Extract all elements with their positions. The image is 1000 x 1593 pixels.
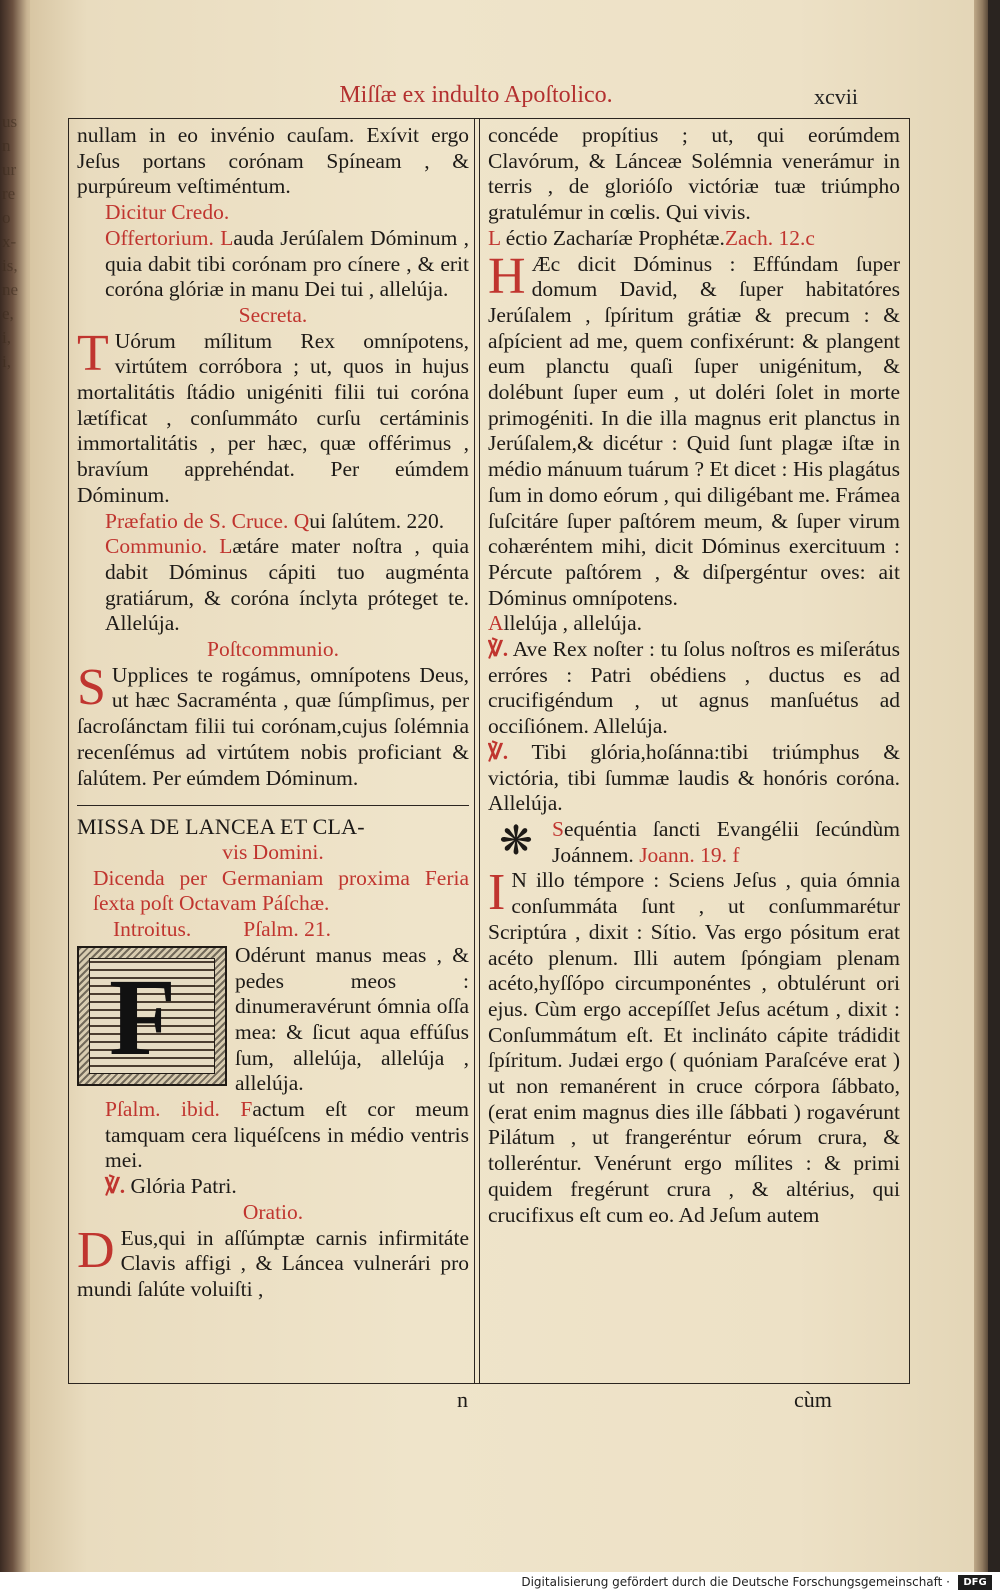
psalm-text: actum eſt cor meum tamquam cera liquéſcens in médio ventris mei.: [105, 1097, 469, 1173]
psalm-initial: F: [240, 1097, 253, 1122]
page-header: [30, 82, 988, 118]
sequentia-initial: S: [552, 816, 564, 841]
book-page: [30, 0, 988, 1572]
lectio: [488, 247, 900, 612]
column-divider: [474, 119, 480, 1383]
offertorium-initial: L: [220, 225, 234, 250]
communio-label: Communio.: [105, 534, 208, 559]
secreta-text: Uórum mílitum Rex omnípotens, virtútem corróbora ; ut, quos in hujus mortalitátis ſtádio unigéniti filii tui coróna lætíficat , conſummáto curſu certáminis immortalitátis , per hæc, quæ offérimus , bravíum apprehéndat. Per eúmdem Dóminum.: [77, 328, 469, 507]
missa-title: MISSA DE LANCEA ET CLA-: [77, 814, 365, 840]
versicle-icon: ℣.: [488, 637, 509, 662]
praefatio-text: ui ſalútem. 220.: [309, 508, 445, 533]
dfg-logo-icon: DFG: [958, 1575, 992, 1590]
running-title: Miſſæ ex indulto Apoſtolico.: [339, 82, 613, 108]
gospel-text: N illo témpore : Sciens Jeſus , quia ómnia conſummáta ſunt , ut conſummarétur Scriptúra , dixit : Sítio. Vas ergo pósitum erat acéto plenum. Illi autem ſpóngiam plenam acéto,hyſſópo circumponéntes , obtulérunt ori ejus. Cùm ergo accepíſſet Jeſus acétum , dixit : Conſummátum eſt. Et inclináto cápite trádidit ſpíritum. Judæi ergo ( quóniam Paraſcéve erat ) ut non remanérent in cruce córpora ſábbato,(erat enim magnus dies ille ſábbati ) rogavérunt Pilátum , ut frangeréntur eórum crura, & tolleréntur. Venérunt ergo mílites : & primi quidem fregérunt crura , & altérius, qui crucifixus eſt cum eo. Ad Jeſum autem: [488, 868, 900, 1227]
heading-postcommunio: Poſtcommunio.: [207, 637, 339, 662]
introitus-text: Odérunt manus meas , & pedes meos : dinumeravérunt ómnia oſſa mea: & ſicut aqua effúſus ſum, allelúja, allelúja , allelúja.: [235, 942, 469, 1096]
psalm-label: Pſalm. ibid.: [105, 1097, 220, 1122]
lectio-body: Æc dicit Dóminus : Effúndam ſuper domum David, & ſuper habitatóres Jerúſalem , ſpíritum grátiæ & precum : & aſpícient ad me, quem confixérunt: & plangent eum planctu quaſi ſuper unigénitum, & dolébunt ſuper eum , ut doléri ſolet in morte primogéniti. In die illa magnus erit planctus in Jerúſalem,& dicétur : Quid ſunt plagæ iſtæ in médio mánuum tuárum ? Et dicet : His plagátus ſum in domo eórum , qui diligébant me. Frámea ſuſcitáre ſuper paſtórem meum, & ſuper virum cohæréntem mihi, dicit Dóminus exercituum : Pércute paſtórem , & diſpergéntur oves: ait Dóminus omnípotens.: [488, 251, 900, 610]
lectio-heading: [488, 226, 900, 252]
communio-text: ætáre mater noſtra , quia dabit Dóminus cápiti tuo augménta gratiárum, & coróna ínclyta próteget te. Allelúja.: [105, 534, 469, 636]
drop-initial: D: [77, 1221, 115, 1279]
introitus: [77, 943, 469, 1097]
introitus-reference: Pſalm. 21.: [243, 917, 332, 942]
praefatio-label: Præfatio de S. Cruce.: [105, 508, 289, 533]
postcommunio: [77, 658, 469, 792]
offertorium-label: Offertorium.: [105, 225, 214, 250]
heading-secreta: Secreta.: [238, 302, 308, 327]
praefatio: [77, 509, 469, 535]
heading-oratio: Oratio.: [242, 1199, 304, 1224]
sequentia-text: equéntia ſancti Evangélii ſecúndùm Joánnem.: [552, 816, 900, 867]
signature-mark: n: [457, 1387, 468, 1412]
versicle: [488, 740, 900, 817]
right-column: [488, 123, 900, 1379]
introitus-heading: [77, 917, 469, 943]
introitus-label: Introitus.: [113, 917, 192, 942]
versicle-text: Tibi glória,hoſánna:tibi triúmphus & victória, tibi ſummæ laudis & honóris coróna. Allelúja.: [488, 739, 900, 816]
woodcut-initial: [77, 946, 227, 1086]
folio-number: xcvii: [814, 84, 858, 109]
oratio: [77, 1221, 469, 1303]
digitization-footer: [0, 1572, 1000, 1593]
section-rule: [77, 805, 469, 806]
secreta: [77, 324, 469, 509]
lectio-initial: L: [488, 225, 501, 250]
alleluja-text: llelúja , allelúja.: [503, 611, 643, 636]
sequentia: [488, 817, 900, 868]
drop-initial: T: [77, 324, 109, 382]
page-foot: [30, 1387, 988, 1417]
psalm: [77, 1097, 469, 1174]
versicle-icon: ℣.: [105, 1174, 126, 1199]
offertorium-text: auda Jerúſalem Dóminum , quia dabit tibi corónam pro cínere , & erit coróna glóriæ in manu Dei tui , allelúja.: [105, 225, 469, 302]
footer-credit: Digitalisierung gefördert durch die Deutsche Forschungsgemeinschaft ·: [521, 1575, 950, 1589]
woodcut-letter: F: [109, 955, 177, 1078]
versicle: [488, 637, 900, 740]
gospel: [488, 864, 900, 1228]
paragraph: nullam in eo invénio cauſam. Exívit ergo Jeſus portans corónam Spíneam , & purpúreum veſtiméntum.: [77, 123, 469, 199]
versicle-icon: ℣.: [488, 739, 509, 764]
versicle-text: Ave Rex noſter : tu ſolus noſtros es miſerátus erróres : Patri obédiens , ductus es ad crucifigéndum , ut agnus manſuétus ad occiſiónem. Allelúja.: [488, 637, 900, 739]
gloria: [77, 1174, 469, 1200]
praefatio-initial: Q: [293, 508, 310, 533]
paragraph: concéde propítius ; ut, qui eorúmdem Clavórum, & Lánceæ Solémnia venerámur in terris , de glorióſo victóriæ tuæ triúmpho gratulémur in cœlis. Qui vivis.: [488, 123, 900, 225]
oratio-text: Eus,qui in aſſúmptæ carnis infirmitáte Clavis affigi , & Láncea vulnerári pro mundi ſalúte voluiſti ,: [77, 1225, 469, 1301]
alleluja-initial: A: [488, 611, 504, 636]
lectio-reference: Zach. 12.c: [724, 225, 815, 250]
rubric-dicenda: Dicenda per Germaniam proxima Feria ſexta poſt Octavam Páſchæ.: [93, 865, 469, 916]
lectio-text: éctio Zacharíæ Prophétæ.: [505, 225, 725, 250]
drop-initial: S: [77, 658, 106, 716]
communio-initial: L: [219, 534, 233, 559]
left-column: [77, 123, 469, 1379]
margin-fragments: us n ur re o x- is, ne e, i, i,: [2, 112, 19, 371]
ornament-icon: ❋: [499, 817, 533, 863]
gloria-text: Glória Patri.: [130, 1174, 237, 1199]
text-frame: [68, 118, 910, 1384]
right-page-edge: [974, 0, 988, 1572]
sequentia-reference: Joann. 19. f: [639, 842, 740, 867]
offertorium: [77, 226, 469, 303]
postcommunio-text: Upplices te rogámus, omnípotens Deus, ut hæc Sacraménta , quæ ſúmpſimus, per ſacroſánctam filii tui corónam,cujus ſolémnia recenſémus ad virtútem nobis proficiant & ſalútem. Per eúmdem Dóminum.: [77, 662, 469, 790]
alleluja: [488, 611, 900, 637]
missa-title-continued: vis Domini.: [222, 839, 324, 864]
drop-initial: I: [488, 864, 506, 922]
communio: [77, 534, 469, 637]
catchword: cùm: [794, 1387, 832, 1412]
rubric-dicitur-credo: Dicitur Credo.: [105, 200, 230, 225]
drop-initial: H: [488, 247, 526, 305]
